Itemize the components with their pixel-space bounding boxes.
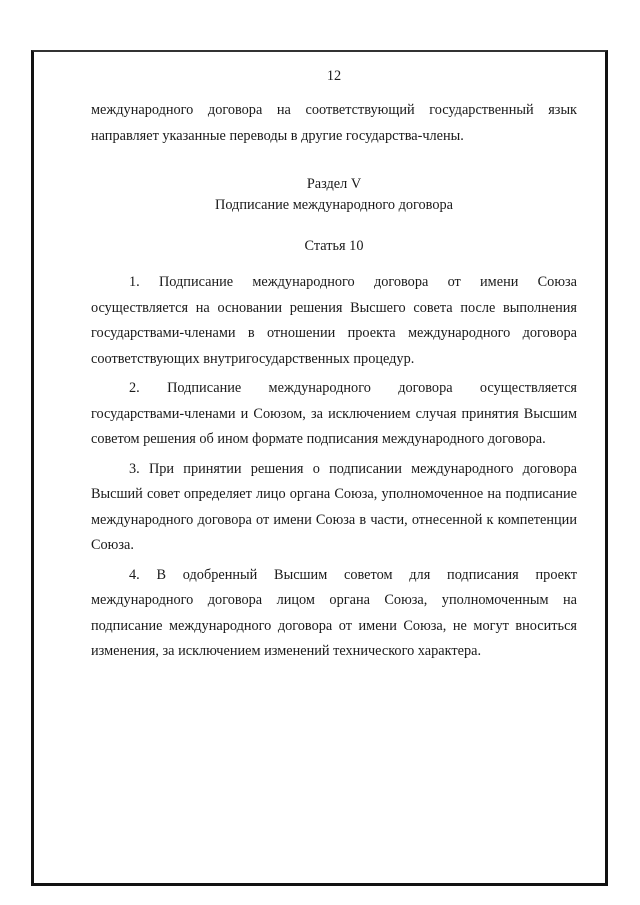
clause-4: 4. В одобренный Высшим советом для подписания проект международного договора лицом органа Союза, уполномоченным на подписание международного договора от имени Союза, не могут вноситься изменения, за исключением изменений технического характера. xyxy=(91,566,577,659)
intro-paragraph: международного договора на соответствующий государственный язык направляет указанные переводы в другие государства-члены. xyxy=(91,102,577,144)
clause-1: 1. Подписание международного договора от имени Союза осуществляется на основании решения Высшего совета после выполнения государствами-членами в отношении проекта международного договора соответствующих внутригосударственных процедур. xyxy=(91,274,577,367)
article-title: Статья 10 xyxy=(304,238,364,254)
clause-3: 3. При принятии решения о подписании международного договора Высший совет определяет лицо органа Союза, уполномоченное на подписание международного договора от имени Союза в части, отнесенной к компетенции Союза. xyxy=(91,460,577,553)
clause-2: 2. Подписание международного договора осуществляется государствами-членами и Союзом, за исключением случая принятия Высшим советом решения об ином формате подписания международного договора. xyxy=(91,380,577,447)
section-title: Раздел V xyxy=(306,176,362,192)
section-heading xyxy=(91,174,577,216)
section-subtitle: Подписание международного договора xyxy=(215,197,453,213)
document-body xyxy=(91,64,577,669)
page-number: 12 xyxy=(326,68,342,84)
